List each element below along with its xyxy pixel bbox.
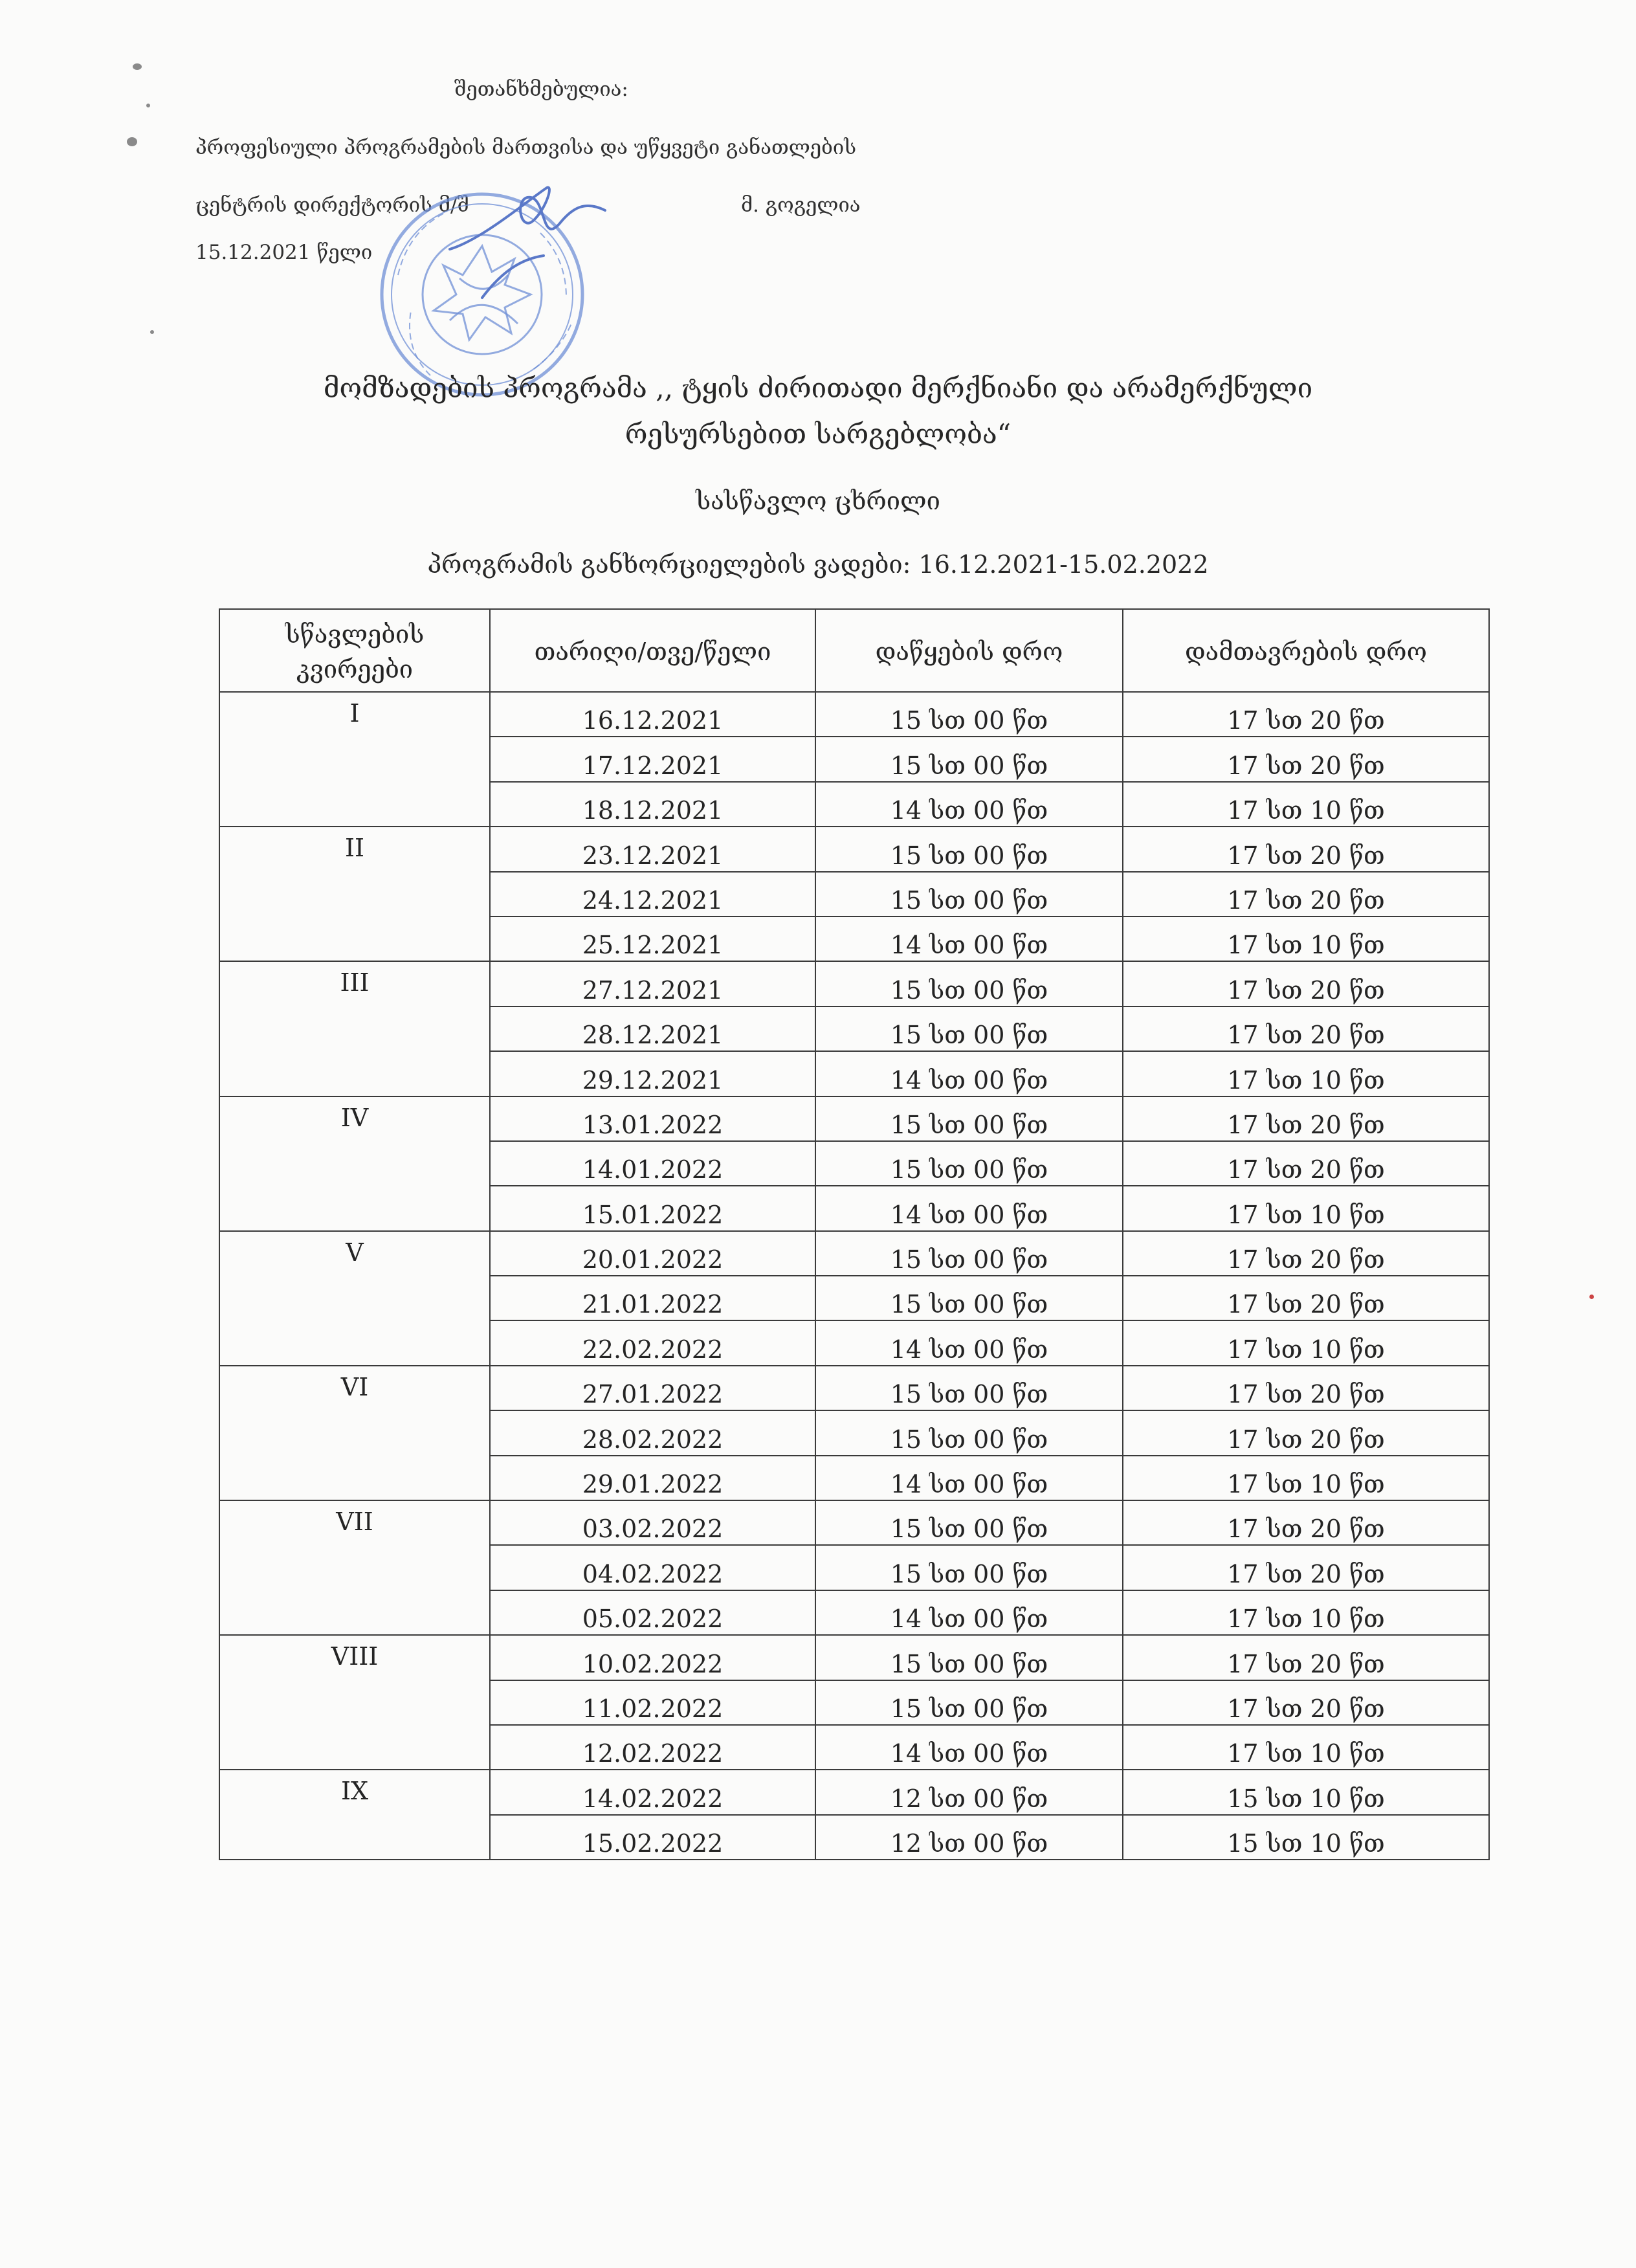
end-time-cell: 17 სთ 20 წთ	[1123, 872, 1489, 917]
schedule-subtitle: სასწავლო ცხრილი	[696, 487, 940, 515]
end-time-cell: 17 სთ 10 წთ	[1123, 917, 1489, 961]
start-time-cell: 14 სთ 00 წთ	[815, 1051, 1123, 1096]
table-row	[219, 1231, 1489, 1276]
table-row	[219, 1096, 1489, 1141]
start-time-cell: 15 სთ 00 წთ	[815, 1006, 1123, 1051]
end-time-cell: 17 სთ 20 წთ	[1123, 1500, 1489, 1545]
start-time-cell: 15 სთ 00 წთ	[815, 1366, 1123, 1410]
end-time-cell: 17 სთ 20 წთ	[1123, 1635, 1489, 1680]
scan-speck	[146, 104, 150, 107]
start-time-cell: 14 სთ 00 წთ	[815, 1590, 1123, 1635]
start-time-cell: 15 სთ 00 წთ	[815, 1096, 1123, 1141]
start-time-cell: 15 სთ 00 წთ	[815, 1276, 1123, 1320]
approval-line-1: პროფესიული პროგრამების მართვისა და უწყვეტი განათლების	[195, 136, 857, 159]
end-time-cell: 17 სთ 20 წთ	[1123, 1276, 1489, 1320]
week-cell: II	[219, 827, 490, 961]
table-row	[219, 1366, 1489, 1410]
date-cell: 12.02.2022	[490, 1725, 815, 1770]
start-time-cell: 14 სთ 00 წთ	[815, 1186, 1123, 1230]
start-time-cell: 15 სთ 00 წთ	[815, 1410, 1123, 1455]
end-time-cell: 17 სთ 10 წთ	[1123, 1456, 1489, 1500]
end-time-cell: 17 სთ 20 წთ	[1123, 827, 1489, 871]
header-weeks: სწავლების კვირეები	[219, 609, 490, 692]
date-cell: 15.02.2022	[490, 1815, 815, 1860]
date-cell: 13.01.2022	[490, 1096, 815, 1141]
date-cell: 16.12.2021	[490, 692, 815, 737]
table-row	[219, 961, 1489, 1006]
approval-date: 15.12.2021 წელი	[195, 241, 373, 264]
date-cell: 14.02.2022	[490, 1770, 815, 1814]
date-cell: 28.12.2021	[490, 1006, 815, 1051]
start-time-cell: 15 სთ 00 წთ	[815, 1500, 1123, 1545]
end-time-cell: 17 სთ 10 წთ	[1123, 782, 1489, 827]
week-cell: III	[219, 961, 490, 1096]
start-time-cell: 14 სთ 00 წთ	[815, 1456, 1123, 1500]
start-time-cell: 15 სთ 00 წთ	[815, 737, 1123, 781]
start-time-cell: 14 სთ 00 წთ	[815, 782, 1123, 827]
date-cell: 29.12.2021	[490, 1051, 815, 1096]
end-time-cell: 17 სთ 20 წთ	[1123, 1366, 1489, 1410]
date-cell: 24.12.2021	[490, 872, 815, 917]
start-time-cell: 15 სთ 00 წთ	[815, 1141, 1123, 1186]
end-time-cell: 17 სთ 10 წთ	[1123, 1051, 1489, 1096]
header-date: თარიღი/თვე/წელი	[490, 609, 815, 692]
date-cell: 27.12.2021	[490, 961, 815, 1006]
end-time-cell: 17 სთ 10 წთ	[1123, 1186, 1489, 1230]
approval-signer: მ. გოგელია	[741, 194, 861, 217]
date-cell: 14.01.2022	[490, 1141, 815, 1186]
date-cell: 29.01.2022	[490, 1456, 815, 1500]
table-row	[219, 692, 1489, 737]
start-time-cell: 15 სთ 00 წთ	[815, 1231, 1123, 1276]
date-cell: 27.01.2022	[490, 1366, 815, 1410]
end-time-cell: 17 სთ 20 წთ	[1123, 1545, 1489, 1590]
date-cell: 10.02.2022	[490, 1635, 815, 1680]
date-cell: 28.02.2022	[490, 1410, 815, 1455]
program-title-line-1: მომზადების პროგრამა ,, ტყის ძირითადი მერქნიანი და არამერქნული	[323, 372, 1313, 404]
scan-speck	[1589, 1295, 1594, 1299]
end-time-cell: 15 სთ 10 წთ	[1123, 1815, 1489, 1860]
date-cell: 03.02.2022	[490, 1500, 815, 1545]
start-time-cell: 15 სთ 00 წთ	[815, 961, 1123, 1006]
date-cell: 23.12.2021	[490, 827, 815, 871]
table-body	[219, 692, 1489, 1860]
start-time-cell: 14 სთ 00 წთ	[815, 1320, 1123, 1365]
date-cell: 25.12.2021	[490, 917, 815, 961]
week-cell: VI	[219, 1366, 490, 1500]
date-cell: 21.01.2022	[490, 1276, 815, 1320]
week-cell: V	[219, 1231, 490, 1366]
end-time-cell: 17 სთ 20 წთ	[1123, 1006, 1489, 1051]
table-row	[219, 1500, 1489, 1545]
date-cell: 18.12.2021	[490, 782, 815, 827]
end-time-cell: 17 სთ 10 წთ	[1123, 1590, 1489, 1635]
scan-speck	[127, 137, 137, 146]
date-cell: 05.02.2022	[490, 1590, 815, 1635]
end-time-cell: 17 სთ 20 წთ	[1123, 1141, 1489, 1186]
week-cell: IV	[219, 1096, 490, 1231]
end-time-cell: 17 სთ 10 წთ	[1123, 1320, 1489, 1365]
date-cell: 17.12.2021	[490, 737, 815, 781]
table-header-row	[219, 609, 1489, 692]
start-time-cell: 14 სთ 00 წთ	[815, 917, 1123, 961]
start-time-cell: 15 სთ 00 წთ	[815, 1680, 1123, 1725]
end-time-cell: 15 სთ 10 წთ	[1123, 1770, 1489, 1814]
program-period: პროგრამის განხორციელების ვადები: 16.12.2021-15.02.2022	[427, 550, 1209, 579]
date-cell: 22.02.2022	[490, 1320, 815, 1365]
date-cell: 15.01.2022	[490, 1186, 815, 1230]
date-cell: 11.02.2022	[490, 1680, 815, 1725]
week-cell: IX	[219, 1770, 490, 1860]
start-time-cell: 15 სთ 00 წთ	[815, 1545, 1123, 1590]
approval-line-2: ცენტრის დირექტორის მ/შ	[195, 194, 469, 217]
table-row	[219, 1770, 1489, 1814]
table-row	[219, 1635, 1489, 1680]
end-time-cell: 17 სთ 20 წთ	[1123, 1680, 1489, 1725]
start-time-cell: 12 სთ 00 წთ	[815, 1815, 1123, 1860]
program-title-line-2: რესურსებით სარგებლობა“	[625, 418, 1011, 450]
start-time-cell: 14 სთ 00 წთ	[815, 1725, 1123, 1770]
end-time-cell: 17 სთ 10 წთ	[1123, 1725, 1489, 1770]
start-time-cell: 15 სთ 00 წთ	[815, 692, 1123, 737]
approval-label: შეთანხმებულია:	[454, 78, 628, 101]
end-time-cell: 17 სთ 20 წთ	[1123, 961, 1489, 1006]
start-time-cell: 15 სთ 00 წთ	[815, 872, 1123, 917]
end-time-cell: 17 სთ 20 წთ	[1123, 692, 1489, 737]
date-cell: 04.02.2022	[490, 1545, 815, 1590]
end-time-cell: 17 სთ 20 წთ	[1123, 1231, 1489, 1276]
scan-speck	[133, 63, 142, 70]
date-cell: 20.01.2022	[490, 1231, 815, 1276]
end-time-cell: 17 სთ 20 წთ	[1123, 1410, 1489, 1455]
start-time-cell: 15 სთ 00 წთ	[815, 1635, 1123, 1680]
end-time-cell: 17 სთ 20 წთ	[1123, 737, 1489, 781]
scan-speck	[150, 330, 154, 334]
week-cell: VIII	[219, 1635, 490, 1770]
start-time-cell: 12 სთ 00 წთ	[815, 1770, 1123, 1814]
week-cell: I	[219, 692, 490, 827]
schedule-table	[219, 608, 1490, 1860]
header-start-time: დაწყების დრო	[815, 609, 1123, 692]
table-row	[219, 827, 1489, 871]
end-time-cell: 17 სთ 20 წთ	[1123, 1096, 1489, 1141]
start-time-cell: 15 სთ 00 წთ	[815, 827, 1123, 871]
week-cell: VII	[219, 1500, 490, 1635]
header-end-time: დამთავრების დრო	[1123, 609, 1489, 692]
